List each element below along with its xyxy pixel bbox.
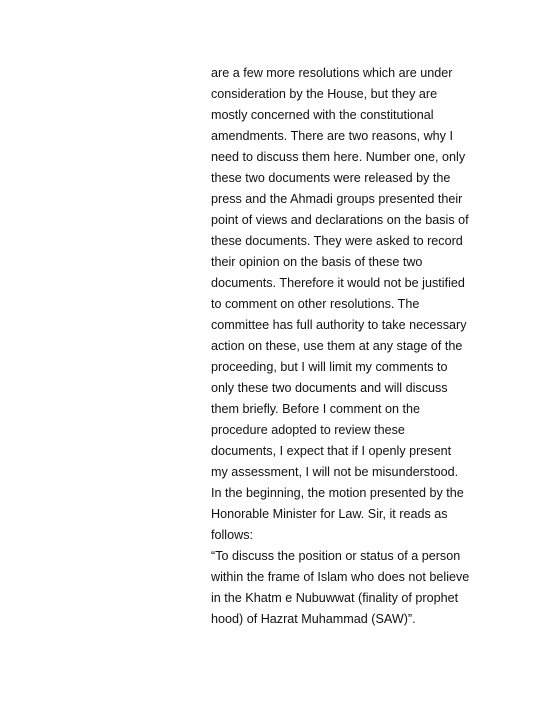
text-line: these two documents were released by the — [211, 171, 451, 185]
text-line: consideration by the House, but they are — [211, 87, 438, 101]
text-line: their opinion on the basis of these two — [211, 255, 423, 269]
text-line: are a few more resolutions which are under — [211, 66, 453, 80]
text-line: documents, I expect that if I openly present — [211, 444, 452, 458]
text-line: to comment on other resolutions. The — [211, 297, 420, 311]
text-line: only these two documents and will discuss — [211, 381, 448, 395]
body-text — [211, 63, 511, 630]
text-line: press and the Ahmadi groups presented their — [211, 192, 463, 206]
text-line: In the beginning, the motion presented by the — [211, 486, 464, 500]
text-line: point of views and declarations on the basis of — [211, 213, 469, 227]
text-line: Honorable Minister for Law. Sir, it reads as — [211, 507, 448, 521]
text-line: need to discuss them here. Number one, only — [211, 150, 466, 164]
text-line: documents. Therefore it would not be justified — [211, 276, 465, 290]
text-line: committee has full authority to take necessary — [211, 318, 467, 332]
text-line: procedure adopted to review these — [211, 423, 405, 437]
quote-line: “To discuss the position or status of a person — [211, 549, 461, 563]
quote-line: within the frame of Islam who does not believe — [211, 570, 470, 584]
text-line: mostly concerned with the constitutional — [211, 108, 434, 122]
text-line: my assessment, I will not be misunderstood. — [211, 465, 459, 479]
text-line: amendments. There are two reasons, why I — [211, 129, 453, 143]
quote-line: hood) of Hazrat Muhammad (SAW)”. — [211, 612, 416, 626]
text-line: proceeding, but I will limit my comments to — [211, 360, 448, 374]
text-line: action on these, use them at any stage of the — [211, 339, 463, 353]
text-line: these documents. They were asked to record — [211, 234, 463, 248]
text-line: them briefly. Before I comment on the — [211, 402, 421, 416]
quote-line: in the Khatm e Nubuwwat (finality of prophet — [211, 591, 459, 605]
text-line: follows: — [211, 528, 253, 542]
